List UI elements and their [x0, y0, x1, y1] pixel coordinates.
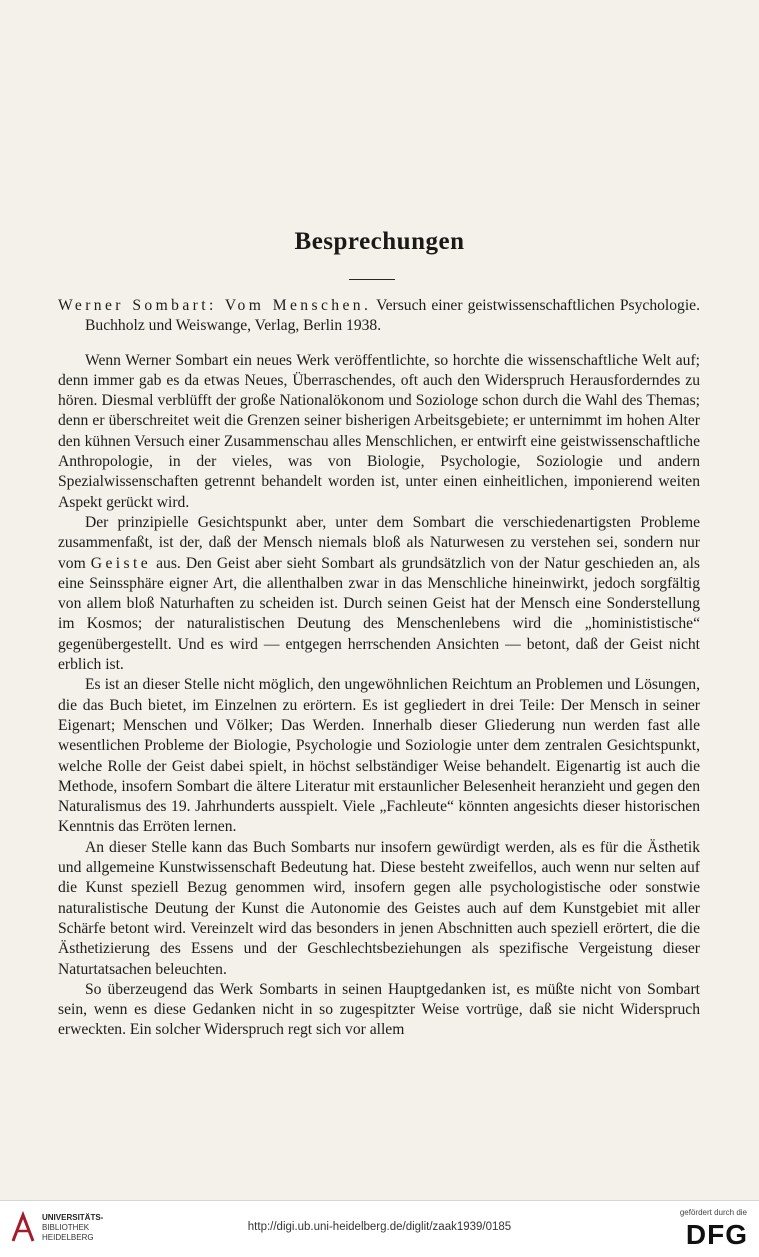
- section-heading: Besprechungen: [294, 228, 465, 255]
- paragraph: Wenn Werner Sombart ein neues Werk veröffentlichte, so horchte die wissenschaftliche Welt auf; denn immer gab es da etwas Neues, Überraschendes, oft auch den Widerspruch Herausforderndes zu hören. Diesmal verblüfft der große Nationalökonom und Soziologe schon durch die Wahl des Themas; denn er überschreitet weit die Grenzen seiner bisherigen Arbeitsgebiete; er unternimmt im hohen Alter den kühnen Versuch einer Zusammenschau alles Menschlichen, er entwirft eine geistwissenschaftliche Anthropologie, in der vieles, was von Biologie, Psychologie, Soziologie und andern Spezialwissenschaften getrennt behandelt worden ist, unter einen einheitlichen, imponierend weiten Aspekt gerückt wird.: [58, 351, 700, 511]
- heading-divider: [349, 279, 395, 280]
- paragraph: Der prinzipielle Gesichtspunkt aber, unter dem Sombart die verschiedenartigsten Probleme zusammenfaßt, ist der, daß der Mensch niemals bloß als Naturwesen zu verstehen sei, sondern nur vom Geiste aus. Den Geist aber sieht Sombart als grundsätzlich von der Natur geschieden an, als eine Seinssphäre eigner Art, die allenthalben zwar in das Menschliche hineinwirkt, jedoch sorgfältig von allem bloß Naturhaften zu scheiden ist. Durch seinen Geist hat der Mensch eine Sonderstellung im Kosmos; der naturalistischen Deutung des Menschenlebens wird die „hominististische“ gegenübergestellt. Und es wird — entgegen herrschenden Ansichten — betont, daß der Geist nicht erblich ist.: [58, 513, 700, 674]
- permalink-url[interactable]: http://digi.ub.uni-heidelberg.de/diglit/zaak1939/0185: [247, 1221, 512, 1233]
- book-author-title: Werner Sombart: Vom Menschen.: [58, 297, 372, 314]
- book-publication-details: Versuch einer geistwissenschaftlichen Psychologie. Buchholz und Weiswange, Verlag, Berlin 1938.: [85, 297, 700, 335]
- library-name[interactable]: UNIVERSITÄTS- BIBLIOTHEK HEIDELBERG: [42, 1213, 104, 1242]
- emphasized-word: Geiste: [90, 554, 152, 572]
- paragraph: So überzeugend das Werk Sombarts in seinen Hauptgedanken ist, es müßte nicht von Sombart sein, wenn es diese Gedanken nicht in so zugespitzter Weise vortrüge, daß sie nicht Widerspruch erweckten. Ein solcher Widerspruch regt sich vor allem: [58, 980, 700, 1039]
- dfg-logo[interactable]: DFG: [685, 1219, 748, 1250]
- paragraph: An dieser Stelle kann das Buch Sombarts nur insofern gewürdigt werden, als es für die Ästhetik und allgemeine Kunstwissenschaft Bedeutung hat. Diese besteht zweifellos, auch wenn nur selten auf die Kunst speziell Bezug genommen wird, insofern gegen alle psychologistische oder sonstwie naturalistische Deutung der Kunst die Autonomie des Geistes auch auf dem Kunstgebiet mit aller Schärfe betont wird. Vereinzelt wird das besonders in jenen Abschnitten auch speziell erörtert, die die Ästhetizierung des Essens und der Geschlechtsbeziehungen als spezifische Vergeistung dieser Naturtatsachen beleuchten.: [58, 838, 700, 978]
- funding-note: gefördert durch die: [679, 1208, 747, 1217]
- book-reference: [58, 296, 700, 337]
- paragraph: Es ist an dieser Stelle nicht möglich, den ungewöhnlichen Reichtum an Problemen und Lösungen, die das Buch bietet, im Einzelnen zu erörtern. Es ist gegliedert in drei Teile: Der Mensch in seiner Eigenart; Menschen und Völker; Das Werden. Innerhalb dieser Gliederung nun werden fast alle wesentlichen Probleme der Biologie, Psychologie und Soziologie unter dem zentralen Gesichtspunkt, welche Rolle der Geist dabei spielt, in höchst selbständiger Weise behandelt. Eigenartig ist auch die Methode, insofern Sombart die ältere Literatur mit erstaunlicher Belesenheit heranzieht und gegen den Naturalismus des 19. Jahrhunderts ausspielt. Viele „Fachleute“ könnten angesichts dieser historischen Kenntnis das Erröten lernen.: [58, 676, 700, 836]
- review-text: [58, 296, 700, 1041]
- viewer-footer: [0, 1200, 759, 1257]
